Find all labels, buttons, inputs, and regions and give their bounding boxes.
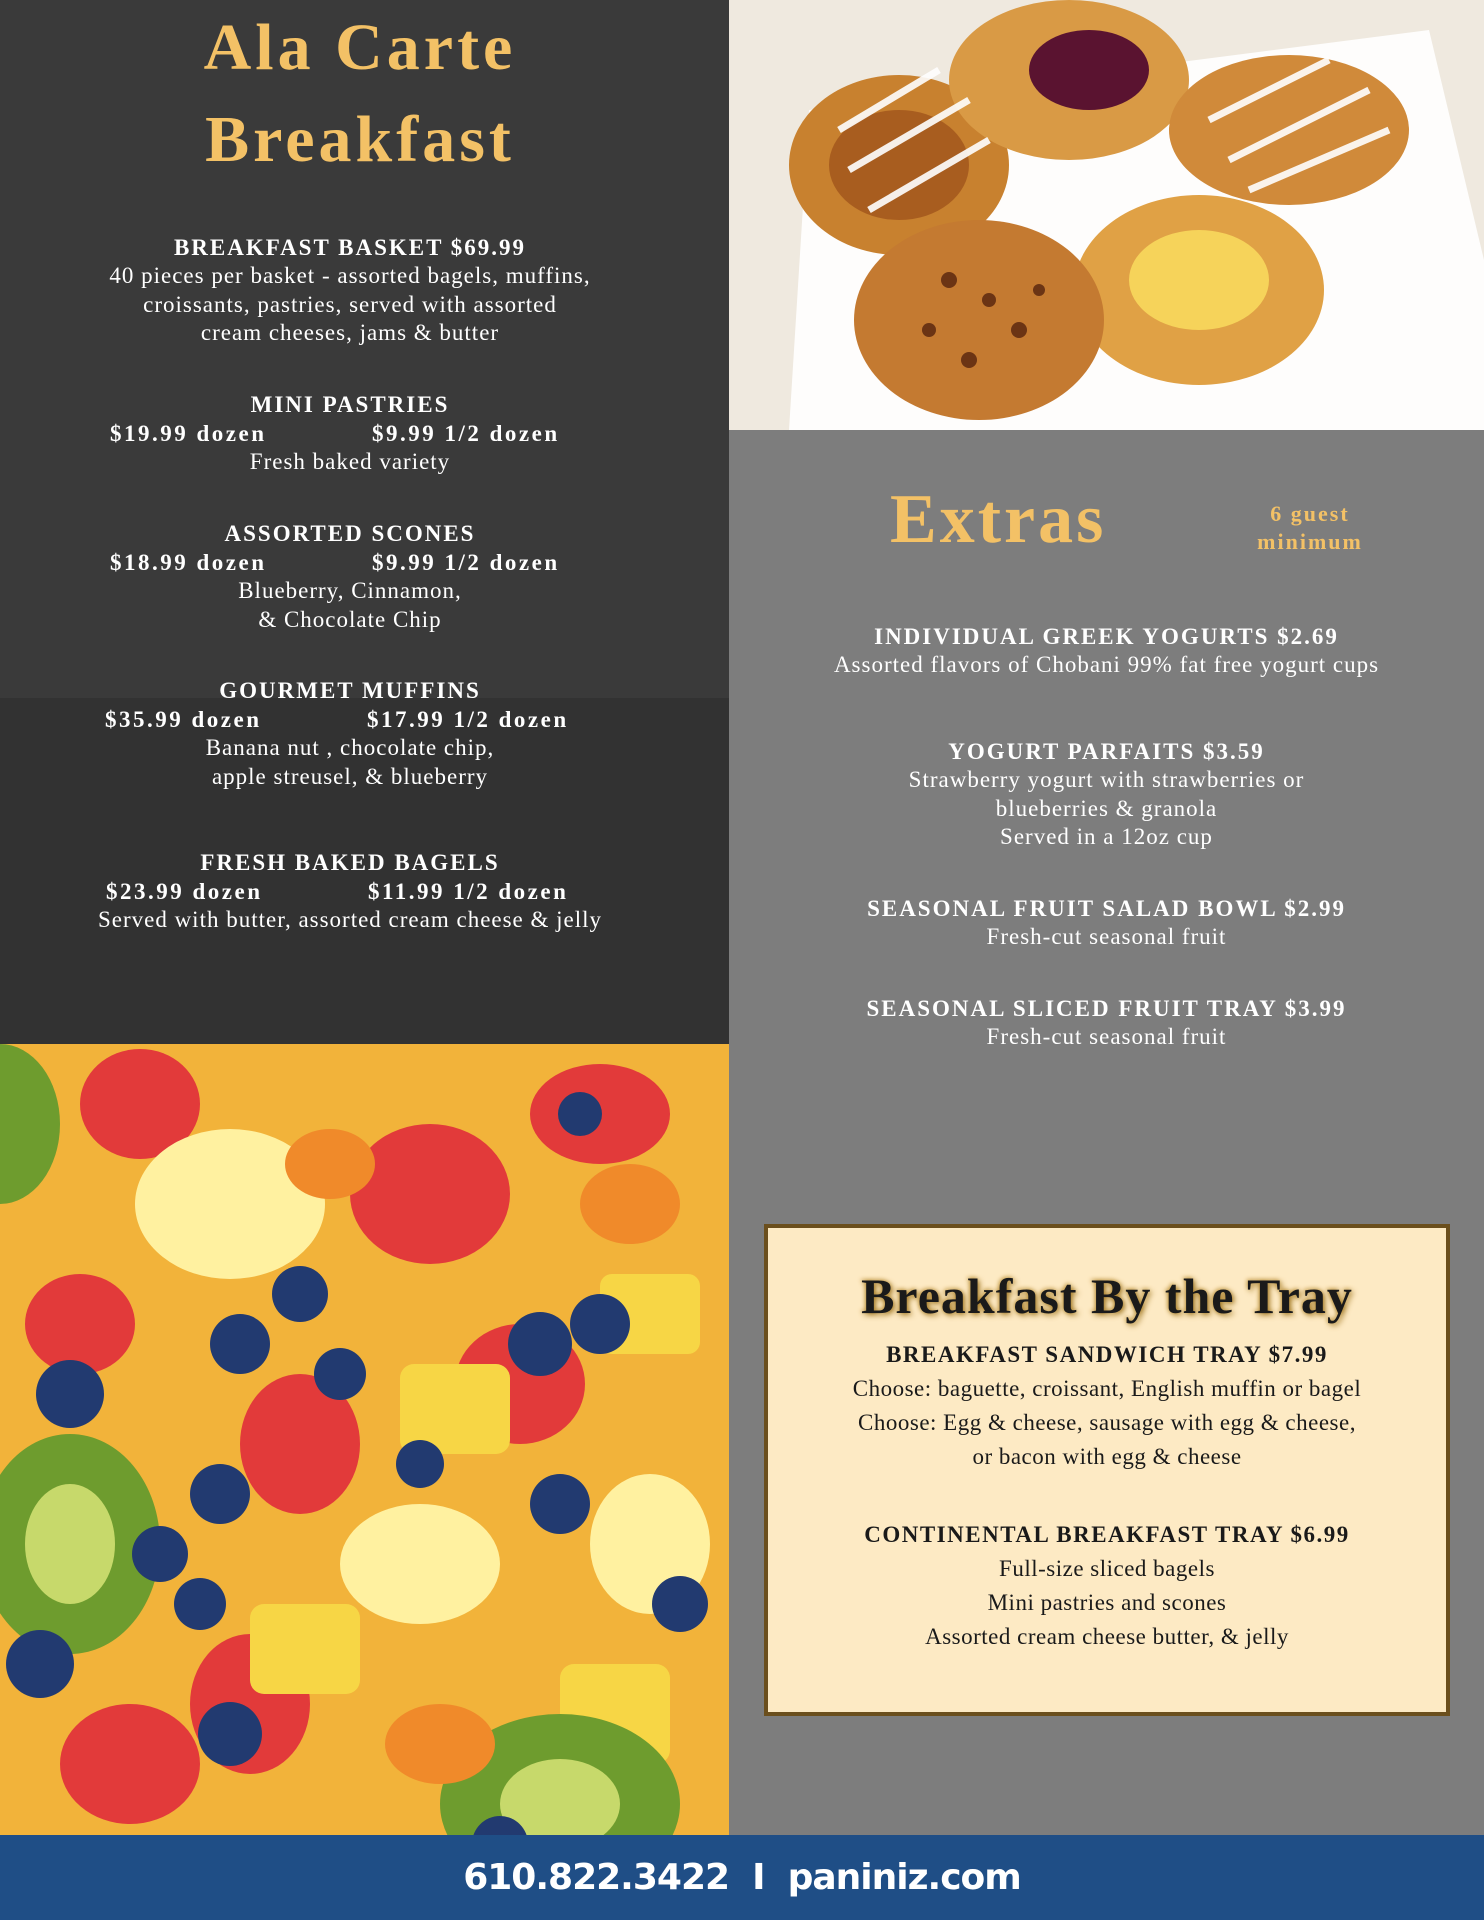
item-name: SEASONAL SLICED FRUIT TRAY $3.99 xyxy=(866,996,1347,1021)
guest-minimum-note xyxy=(1215,500,1405,556)
price-row xyxy=(0,705,700,734)
price-half-dozen: $9.99 1/2 dozen xyxy=(372,550,560,575)
extras-item-sliced-fruit-tray xyxy=(729,994,1484,1052)
price-dozen: $23.99 dozen xyxy=(106,879,263,904)
guest-minimum-line2: minimum xyxy=(1257,529,1363,554)
item-name: FRESH BAKED BAGELS xyxy=(200,850,500,875)
item-name: GOURMET MUFFINS xyxy=(219,678,481,703)
item-desc-line: or bacon with egg & cheese xyxy=(972,1444,1242,1469)
item-desc-line: apple streusel, & blueberry xyxy=(211,763,489,789)
item-name: BREAKFAST SANDWICH TRAY $7.99 xyxy=(886,1342,1328,1367)
price-dozen: $18.99 dozen xyxy=(110,550,267,575)
menu-item-fresh-baked-bagels xyxy=(0,848,700,935)
price-dozen: $19.99 dozen xyxy=(110,421,267,446)
price-half-dozen: $11.99 1/2 dozen xyxy=(368,879,569,904)
price-half-dozen: $9.99 1/2 dozen xyxy=(372,421,560,446)
item-name: BREAKFAST BASKET $69.99 xyxy=(173,235,527,260)
item-desc-line: Fresh-cut seasonal fruit xyxy=(986,1024,1227,1049)
item-desc-line: Fresh-cut seasonal fruit xyxy=(986,924,1227,949)
item-name: INDIVIDUAL GREEK YOGURTS $2.69 xyxy=(874,624,1339,649)
extras-title: Extras xyxy=(890,481,1107,558)
item-desc-line: & Chocolate Chip xyxy=(258,606,442,632)
item-name: YOGURT PARFAITS $3.59 xyxy=(948,739,1265,764)
item-desc-line: cream cheeses, jams & butter xyxy=(200,320,500,345)
item-desc-line: Fresh baked variety xyxy=(249,449,451,474)
price-row xyxy=(0,419,700,448)
fruit-salad-photo xyxy=(0,1044,731,1835)
fruit-illustration xyxy=(0,1044,731,1835)
guest-minimum-line1: 6 guest xyxy=(1270,501,1350,526)
tray-item-sandwich xyxy=(768,1338,1446,1474)
price-row xyxy=(0,877,700,906)
item-desc-line: 40 pieces per basket - assorted bagels, muffins, xyxy=(109,263,591,288)
item-desc-line: Banana nut , chocolate chip, xyxy=(205,735,495,760)
item-desc-line: Served with butter, assorted cream cheese & jelly xyxy=(97,907,603,932)
menu-item-assorted-scones xyxy=(0,519,700,634)
price-half-dozen: $17.99 1/2 dozen xyxy=(367,707,569,732)
item-name: ASSORTED SCONES xyxy=(224,521,476,546)
item-desc-line: croissants, pastries, served with assorted xyxy=(143,291,557,317)
item-name: MINI PASTRIES xyxy=(250,392,450,417)
extras-item-yogurt-parfaits xyxy=(729,737,1484,852)
item-desc-line: Assorted cream cheese butter, & jelly xyxy=(925,1624,1289,1649)
item-desc-line: Assorted flavors of Chobani 99% fat free yogurt cups xyxy=(833,652,1380,677)
pastry-photo xyxy=(729,0,1484,430)
item-name: SEASONAL FRUIT SALAD BOWL $2.99 xyxy=(867,896,1346,921)
item-desc-line: Blueberry, Cinnamon, xyxy=(238,578,462,603)
menu-item-gourmet-muffins xyxy=(0,676,700,791)
item-name: CONTINENTAL BREAKFAST TRAY $6.99 xyxy=(864,1522,1350,1547)
pastry-illustration xyxy=(729,0,1484,430)
price-row xyxy=(0,548,700,577)
tray-item-continental xyxy=(768,1518,1446,1654)
menu-title-line2: Breakfast xyxy=(205,103,515,176)
item-desc-line: Strawberry yogurt with strawberries or xyxy=(908,767,1305,792)
item-desc-line: Mini pastries and scones xyxy=(987,1590,1227,1615)
breakfast-tray-box xyxy=(764,1224,1450,1716)
item-desc-line: Served in a 12oz cup xyxy=(1000,824,1213,849)
item-desc-line: Full-size sliced bagels xyxy=(999,1556,1215,1581)
menu-title-line1: Ala Carte xyxy=(203,11,517,84)
item-desc-line: Choose: baguette, croissant, English muffin or bagel xyxy=(852,1376,1362,1401)
footer-contact[interactable]: 610.822.3422 I paniniz.com xyxy=(463,1857,1021,1898)
item-desc-line: Choose: Egg & cheese, sausage with egg & cheese, xyxy=(858,1410,1356,1435)
menu-item-mini-pastries xyxy=(0,390,700,477)
item-desc-line: blueberries & granola xyxy=(995,795,1218,821)
menu-item-breakfast-basket xyxy=(0,233,700,348)
tray-title: Breakfast By the Tray xyxy=(861,1268,1353,1324)
menu-title xyxy=(0,2,720,186)
price-dozen: $35.99 dozen xyxy=(105,707,262,732)
footer-bar xyxy=(0,1835,1484,1920)
extras-item-greek-yogurts xyxy=(729,622,1484,680)
extras-item-fruit-salad-bowl xyxy=(729,894,1484,952)
